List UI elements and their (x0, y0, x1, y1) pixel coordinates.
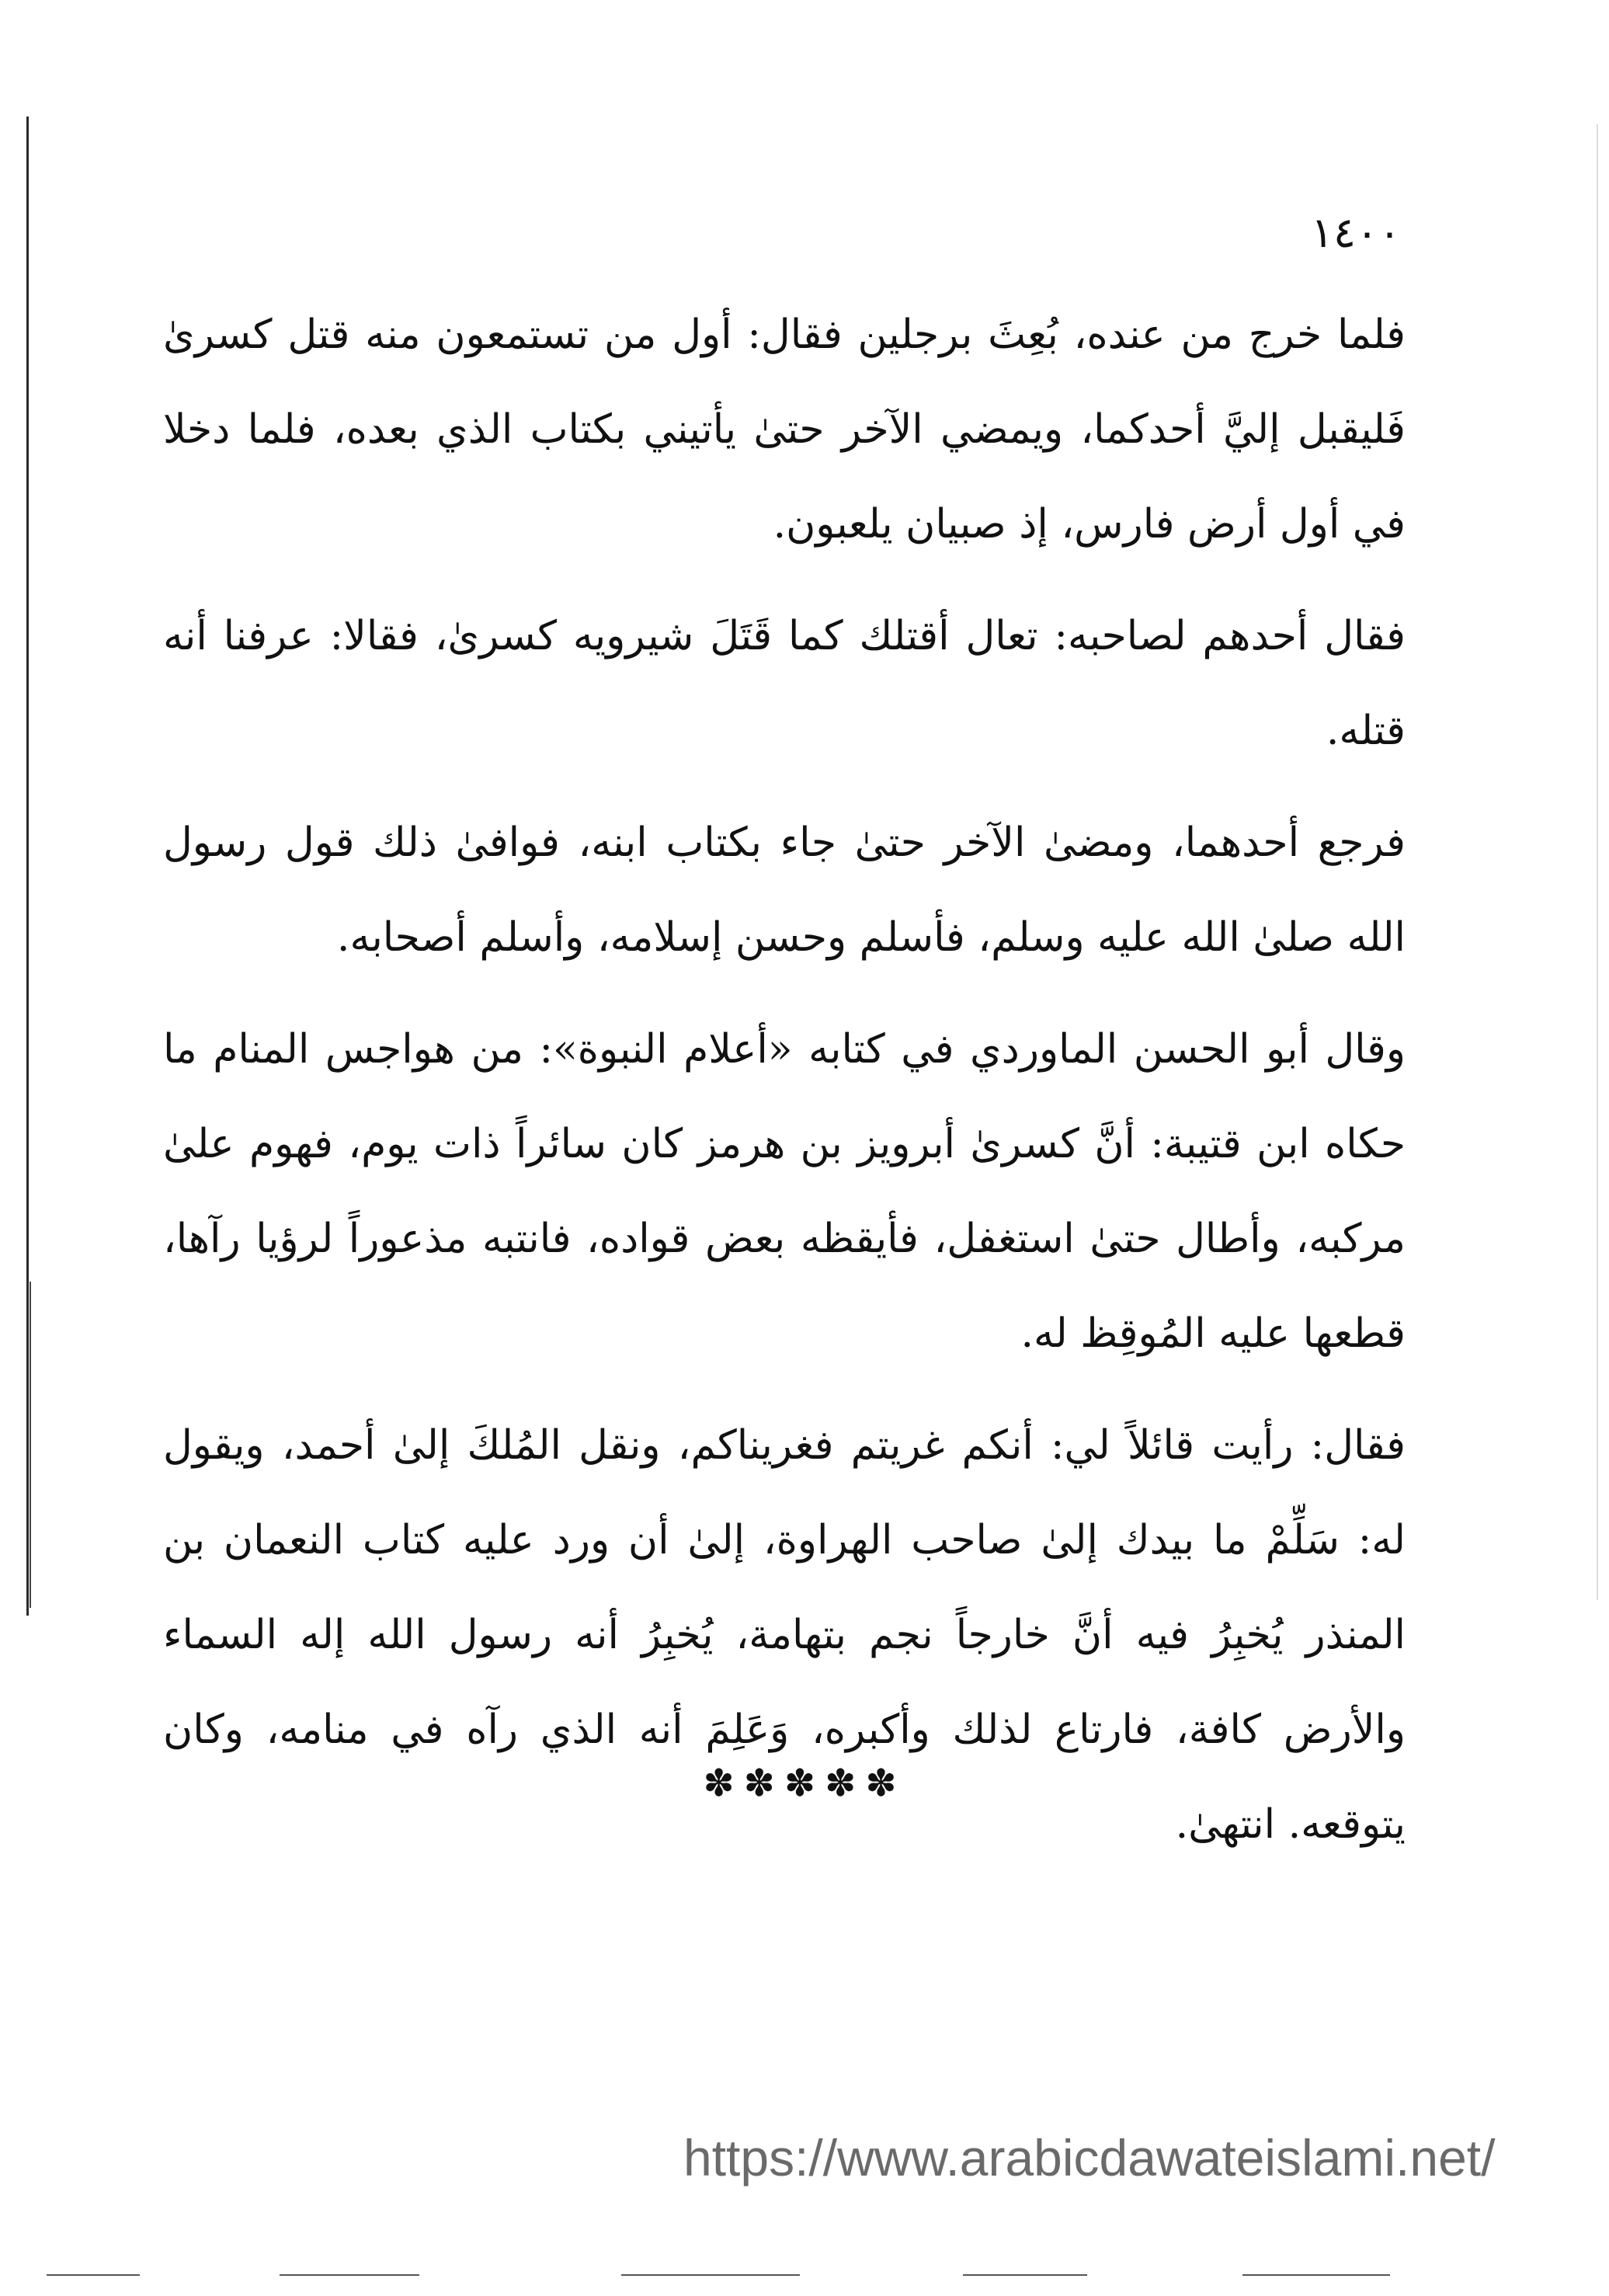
scan-edge-left-secondary (30, 1282, 31, 1608)
paragraph-1: فلما خرج من عنده، بُعِثَ برجلين فقال: أول من تستمعون منه قتل كسرىٰ فَليقبل إليَّ أحدكما، ويمضي الآخر حتىٰ يأتيني بكتاب الذي بعده، فلما دخلا في أول أرض فارس، إذ صبيان يلعبون. (163, 311, 1406, 548)
page-number: ١٤٠٠ (1310, 208, 1401, 257)
paragraph-2: فقال أحدهم لصاحبه: تعال أقتلك كما قَتَلَ شيرويه كسرىٰ، فقالا: عرفنا أنه قتله. (163, 613, 1406, 754)
paragraph-3: فرجع أحدهما، ومضىٰ الآخر حتىٰ جاء بكتاب ابنه، فوافىٰ ذلك قول رسول الله صلىٰ الله عليه وسلم، فأسلم وحسن إسلامه، وأسلم أصحابه. (163, 819, 1406, 961)
paragraph-5: فقال: رأيت قائلاً لي: أنكم غريتم فغريناكم، ونقل المُلكَ إلىٰ أحمد، ويقول له: سَلِّمْ ما بيدك إلىٰ صاحب الهراوة، إلىٰ أن ورد عليه كتاب النعمان بن المنذر يُخبِرُ فيه أنَّ خارجاً نجم بتهامة، يُخبِرُ أنه رسول الله إله السماء والأرض كافة، فارتاع لذلك وأكبره، وَعَلِمَ أنه الذي رآه في منامه، وكان يتوقعه. انتهىٰ. (163, 1422, 1406, 1848)
scan-edge-left (26, 117, 29, 1616)
bottom-rule (1242, 2274, 1390, 2276)
bottom-rule (47, 2274, 140, 2276)
body-text (163, 287, 1406, 1889)
bottom-rule (280, 2274, 419, 2276)
bottom-rule (963, 2274, 1087, 2276)
section-separator: ✽✽✽✽✽ (703, 1762, 906, 1805)
watermark-url: https://www.arabicdawateislami.net/ (683, 2129, 1496, 2186)
paragraph-4: وقال أبو الحسن الماوردي في كتابه «أعلام النبوة»: من هواجس المنام ما حكاه ابن قتيبة: أنَّ كسرىٰ أبرويز بن هرمز كان سائراً ذات يوم، فهوم علىٰ مركبه، وأطال حتىٰ استغفل، فأيقظه بعض قواده، فانتبه مذعوراً لرؤيا رآها، قطعها عليه المُوقِظ له. (163, 1026, 1406, 1357)
scan-edge-right (1597, 124, 1598, 1600)
bottom-rule (621, 2274, 800, 2276)
